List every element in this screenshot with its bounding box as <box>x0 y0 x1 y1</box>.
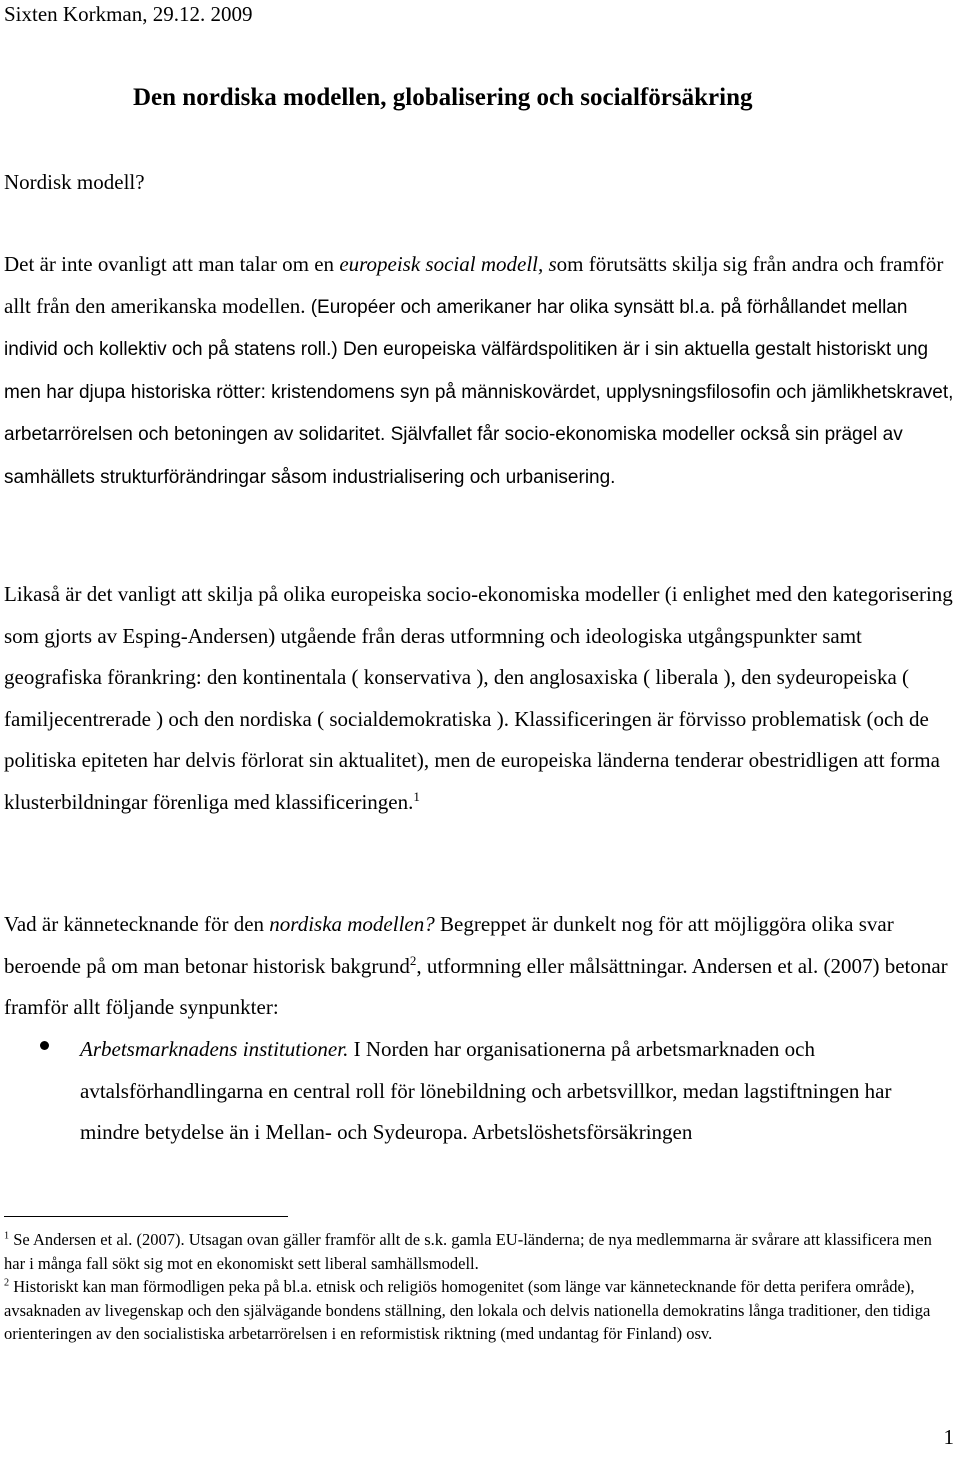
paragraph-models-text: Likaså är det vanligt att skilja på olika europeiska socio-ekonomiska modeller (i enlighet med den kategorisering som gjorts av Esping-Andersen) utgående från deras utformning och ideologiska utgångspunkter samt geografiska förankring: den kontinentala ( konservativa ), den anglosaxiska ( liberala ), den sydeuropeiska ( familjecentrerade ) och den nordiska ( socialdemokratiska ). Klassificeringen är förvisso problematisk (och de politiska epiteten har delvis förlorat sin aktualitet), men de europeiska länderna tenderar obestridligen att forma klusterbildningar förenliga med klassificeringen. <box>4 582 953 814</box>
page-number: 1 <box>943 1425 954 1449</box>
footnote-1 <box>4 1228 956 1275</box>
paragraph-intro-text-3: ) Den europeiska välfärdspolitiken är i sin aktuella gestalt historiskt ung men har djupa historiska rötter: kristendomens syn på människovärdet, upplysningsfilosofin och jämlikhetskravet, arbetarrörelsen och betoningen av solidaritet. <box>4 339 954 445</box>
footnote-ref-1[interactable]: 1 <box>413 788 420 804</box>
paragraph-intro-text-1: Det är inte ovanligt att man talar om en <box>4 252 340 276</box>
paragraph-intro-parenthetical: (Européer och amerikaner har olika synsätt bl.a. på förhållandet mellan individ och kollektiv och på statens roll. <box>4 296 908 360</box>
footnote-separator <box>4 1216 288 1217</box>
footnote-2-number: 2 <box>4 1277 10 1289</box>
paragraph-intro <box>4 244 956 498</box>
footnote-1-number: 1 <box>4 1230 10 1242</box>
footnote-2 <box>4 1275 956 1346</box>
author-date-line: Sixten Korkman, 29.12. 2009 <box>4 2 253 26</box>
section-heading: Nordisk modell? <box>4 170 145 194</box>
paragraph-models <box>4 574 956 823</box>
footnote-ref-2[interactable]: 2 <box>409 952 417 968</box>
bullet-dot-icon <box>40 1041 49 1050</box>
paragraph-nordic-emphasis: nordiska modellen? <box>269 912 435 936</box>
paragraph-nordic-text-3: , utformning eller målsättningar. Andersen et al. (2007) betonar framför allt följande synpunkter: <box>4 953 948 1019</box>
footnote-1-text: Se Andersen et al. (2007). Utsagan ovan gäller framför allt de s.k. gamla EU-länderna; de nya medlemmarna är svårare att klassificera men har i många fall sökt sig mot en ekonomiskt sett liberal samhällsmodell. <box>4 1230 932 1273</box>
bullet-text <box>80 1029 956 1154</box>
footnote-2-text: Historiskt kan man förmodligen peka på bl.a. etnisk och religiös homogenitet (som länge var kännetecknande för detta perifera område), avsaknaden av livegenskap och den självägande bondens ställning, den lokala och delvis nationella demokratins långa traditioner, den tidiga orienteringen av den socialistiska arbetarrörelsen i en reformistisk riktning (med undantag för Finland) osv. <box>4 1277 931 1343</box>
bullet-body: I Norden har organisationerna på arbetsmarknaden och avtalsförhandlingarna en central roll för lönebildning och arbetsvillkor, medan lagstiftningen har mindre betydelse än i Mellan- och Sydeuropa. Arbetslöshetsförsäkringen <box>80 1037 892 1144</box>
paragraph-nordic-text-1: Vad är kännetecknande för den <box>4 912 270 936</box>
paragraph-intro-text-4: Självfallet får socio-ekonomiska modeller också sin prägel av samhällets strukturförändringar såsom industrialisering och urbanisering. <box>4 424 903 488</box>
paragraph-nordic-text-2: Begreppet är dunkelt nog för att möjliggöra olika svar beroende på om man betonar historisk bakgrund <box>4 912 894 978</box>
document-title: Den nordiska modellen, globalisering och socialförsäkring <box>133 84 753 111</box>
paragraph-nordic <box>4 904 956 1029</box>
bullet-emphasis: Arbetsmarknadens institutioner. <box>80 1037 349 1061</box>
paragraph-intro-emphasis: europeisk social modell, s <box>339 252 557 276</box>
paragraph-intro-text-2: om förutsätts skilja sig från andra och framför allt från den amerikanska modellen. <box>4 252 944 318</box>
footnotes <box>4 1228 956 1346</box>
